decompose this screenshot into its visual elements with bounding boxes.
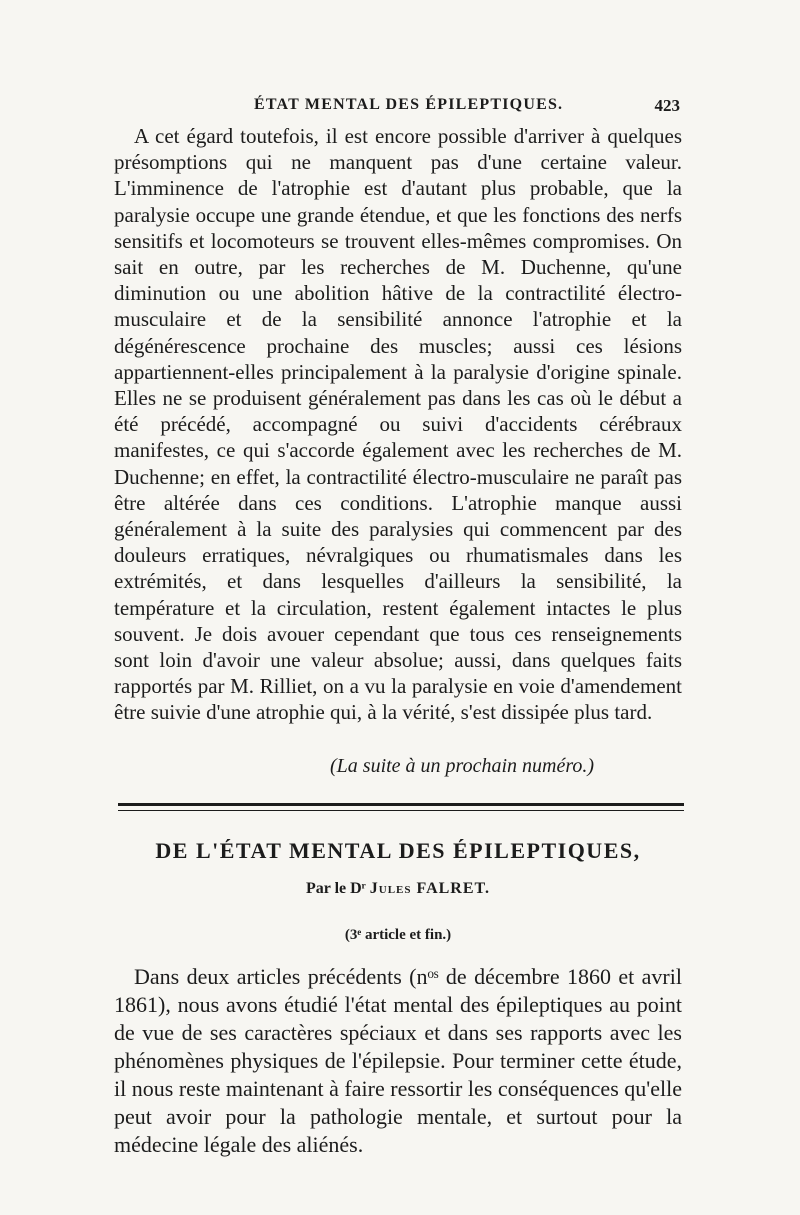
running-head <box>114 96 680 120</box>
paragraph-previous-article: A cet égard toutefois, il est encore possible d'arriver à quelques présomptions qui ne manquent pas d'une certaine valeur. L'imminence de l'atrophie est d'autant plus probable, que la paralysie occupe une grande étendue, et que les fonctions des nerfs sensitifs et locomoteurs se trouvent elles-mêmes compromises. On sait en outre, par les recherches de M. Duchenne, qu'une diminution ou une abolition hâtive de la contractilité électro-musculaire et de la sensibilité annonce l'atrophie et la dégénérescence prochaine des muscles; aussi ces lésions appartiennent-elles principalement à la paralysie d'origine spinale. Elles ne se produisent généralement pas dans les cas où le début a été précédé, accompagné ou suivi d'accidents cérébraux manifestes, ce qui s'accorde également avec les recherches de M. Duchenne; en effet, la contractilité électro-musculaire ne paraît pas être altérée dans ces conditions. L'atrophie manque aussi généralement à la suite des paralysies qui commencent par des douleurs erratiques, névralgiques ou rhumatismales dans les extrémités, et dans lesquelles d'ailleurs la sensibilité, la température et la circulation, restent également intactes le plus souvent. Je dois avouer cependant que tous ces renseignements sont loin d'avoir une valeur absolue; aussi, dans quelques faits rapportés par M. Rilliet, on a vu la paralysie en voie d'amendement être suivie d'une atrophie qui, à la vérité, s'est dissipée plus tard. <box>114 124 682 725</box>
article-title: DE L'ÉTAT MENTAL DES ÉPILEPTIQUES, <box>155 838 641 863</box>
running-title: ÉTAT MENTAL DES ÉPILEPTIQUES. <box>254 96 564 113</box>
paragraph-new-article: Dans deux articles précédents (nᵒˢ de décembre 1860 et avril 1861), nous avons étudié l'état mental des épileptiques au point de vue de ses caractères spéciaux et dans ses rapports avec les phénomènes physiques de l'épilepsie. Pour terminer cette étude, il nous reste maintenant à faire ressortir les conséquences qu'elle peut avoir pour la pathologie mentale, et surtout pour la médecine légale des aliénés. <box>114 964 682 1157</box>
section-divider-thick <box>118 803 684 806</box>
author-name: Jules FALRET. <box>369 880 491 897</box>
byline-prefix: Par le Dʳ <box>305 880 370 897</box>
byline <box>114 880 682 898</box>
continuation-note: (La suite à un prochain numéro.) <box>330 755 595 777</box>
section-divider-thin <box>118 810 684 811</box>
article-part-note: (3ᵉ article et fin.) <box>344 927 452 943</box>
page-number: 423 <box>654 96 680 115</box>
